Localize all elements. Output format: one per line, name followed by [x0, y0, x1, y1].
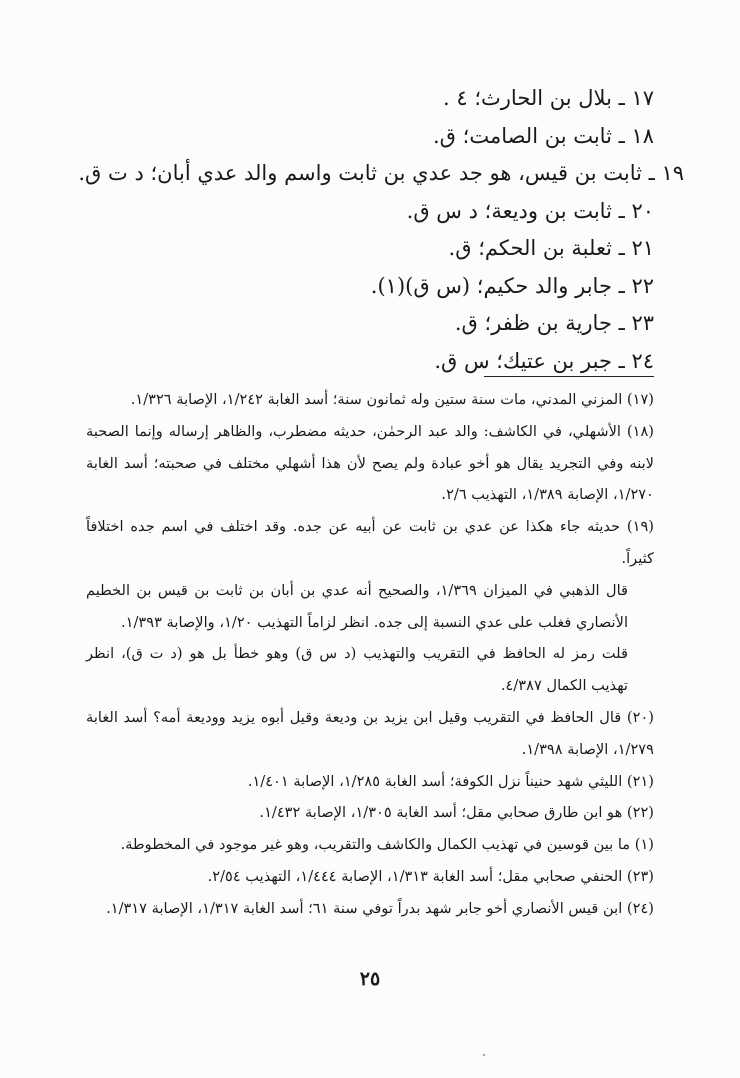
- footnote: (١٧) المزني المدني، مات سنة ستين وله ثمانون سنة؛ أسد الغابة ١/٢٤٢، الإصابة ١/٣٢٦.: [130, 391, 654, 408]
- footnote: (٢٠) قال الحافظ في التقريب وقيل ابن يزيد بن وديعة وقيل أبوه يزيد ووديعة أمه؟ أسد الغابة ١/٢٧٩، الإصابة ١/٣٩٨.: [86, 708, 654, 758]
- footnote-continuation: قلت رمز له الحافظ في التقريب والتهذيب (د س ق) وهو خطأ بل هو (د ت ق)، انظر تهذيب الكمال ٤/٣٨٧.: [86, 645, 628, 695]
- footnote: (١٩) حديثه جاء هكذا عن عدي بن ثابت عن أبيه عن جده. وقد اختلف في اسم جده اختلافاً كثيراً.: [86, 518, 654, 567]
- narrator-list: [78, 80, 684, 380]
- list-item: ٢١ ـ ثعلبة بن الحكم؛ ق.: [448, 236, 654, 260]
- list-item: ٢٠ ـ ثابت بن وديعة؛ د س ق.: [406, 198, 654, 223]
- list-item: ١٩ ـ ثابت بن قيس، هو جد عدي بن ثابت واسم والد عدي أبان؛ د ت ق.: [78, 161, 684, 185]
- list-item: ٢٢ ـ جابر والد حكيم؛ (س ق)(١).: [370, 273, 654, 298]
- footnote: (٢٤) ابن قيس الأنصاري أخو جابر شهد بدراً توفي سنة ٦١؛ أسد الغابة ١/٣١٧، الإصابة ١/٣١٧.: [106, 899, 654, 917]
- footnotes: [86, 384, 654, 925]
- footnote-continuation: قال الذهبي في الميزان ١/٣٦٩، والصحيح أنه عدي بن أبان بن ثابت بن قيس بن الخطيم الأنصاري فغلب على عدي النسبة إلى جده. انظر لزاماً التهذيب ١/٢٠، والإصابة ١/٣٩٣.: [86, 581, 628, 631]
- list-item: ٢٤ ـ جبر بن عتيك؛ س ق.: [434, 348, 654, 373]
- list-item: ٢٣ ـ جارية بن ظفر؛ ق.: [454, 311, 654, 335]
- list-item: ١٧ ـ بلال بن الحارث؛ ٤ .: [443, 86, 654, 110]
- footnote-marker-note: (١) ما بين قوسين في تهذيب الكمال والكاشف والتقريب، وهو غير موجود في المخطوطة.: [120, 836, 654, 854]
- page-number: ٢٥: [359, 968, 381, 990]
- footnote: (٢٢) هو ابن طارق صحابي مقل؛ أسد الغابة ١/٣٠٥، الإصابة ١/٤٣٢.: [259, 804, 654, 822]
- list-item: ١٨ ـ ثابت بن الصامت؛ ق.: [433, 123, 654, 148]
- footnote-separator: [484, 376, 654, 377]
- footnote: (١٨) الأشهلي، في الكاشف: والد عبد الرحمٰن، حديثه مضطرب، والظاهر إرساله وإنما الصحبة لابنه وفي التجريد يقال هو أخو عبادة ولم يصح لأن هذا أشهلي مختلف في صحبته؛ أسد الغابة ١/٢٧٠، الإصابة ١/٣٨٩، التهذيب ٢/٦.: [86, 422, 654, 504]
- footnote: (٢١) الليثي شهد حنيناً نزل الكوفة؛ أسد الغابة ١/٢٨٥، الإصابة ١/٤٠١.: [247, 772, 654, 790]
- scan-speck: [483, 1054, 485, 1056]
- footnote: (٢٣) الحنفي صحابي مقل؛ أسد الغابة ١/٣١٣، الإصابة ١/٤٤٤، التهذيب ٢/٥٤.: [207, 867, 654, 885]
